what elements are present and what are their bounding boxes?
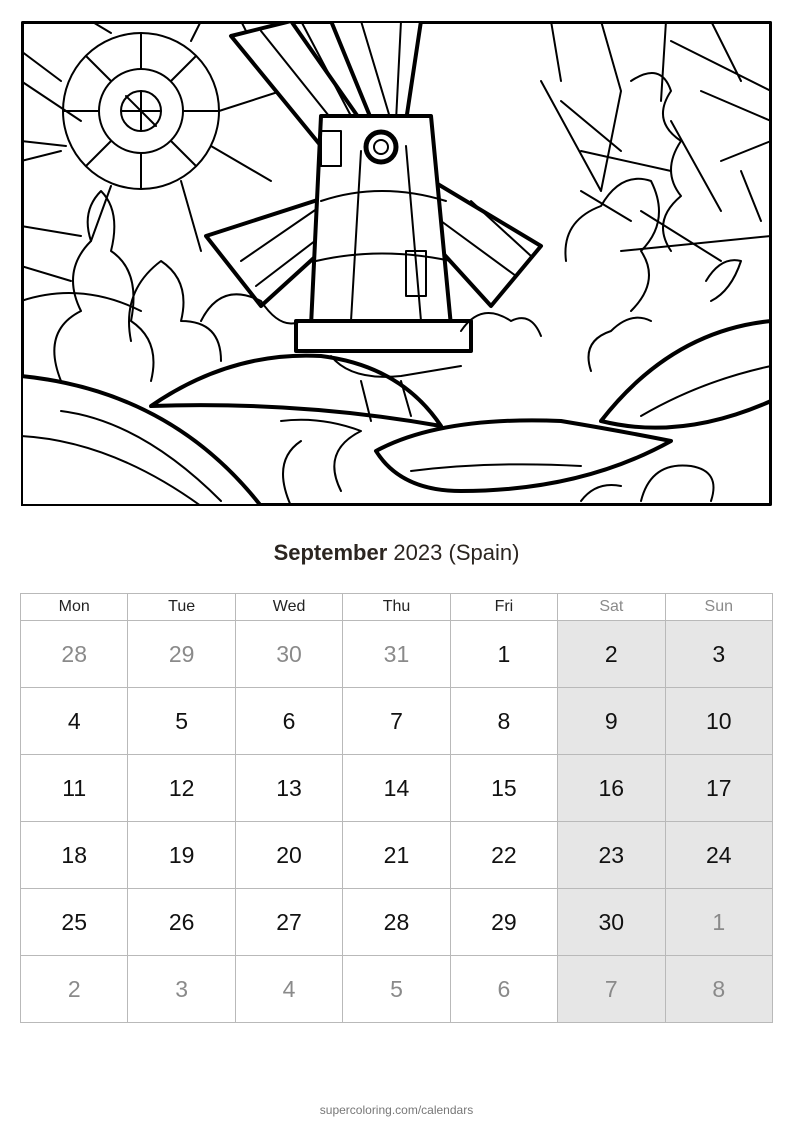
footer-source-link[interactable]: supercoloring.com/calendars — [319, 1103, 474, 1117]
day-cell: 24 — [665, 822, 772, 889]
day-cell: 8 — [450, 688, 557, 755]
day-cell: 7 — [343, 688, 450, 755]
day-cell: 21 — [343, 822, 450, 889]
day-cell: 2 — [558, 621, 665, 688]
day-cell: 3 — [128, 956, 235, 1023]
week-row — [21, 688, 773, 755]
day-cell: 7 — [558, 956, 665, 1023]
day-cell: 5 — [343, 956, 450, 1023]
weekday-header: Sat — [558, 594, 665, 621]
day-cell: 4 — [235, 956, 342, 1023]
day-cell: 6 — [450, 956, 557, 1023]
weekday-header: Tue — [128, 594, 235, 621]
calendar-year: 2023 — [393, 540, 443, 565]
day-cell: 8 — [665, 956, 772, 1023]
day-cell: 27 — [235, 889, 342, 956]
day-cell: 29 — [450, 889, 557, 956]
week-row — [21, 956, 773, 1023]
windmill-coloring-illustration — [21, 21, 772, 506]
calendar-grid — [20, 593, 773, 1023]
day-cell: 13 — [235, 755, 342, 822]
day-cell: 23 — [558, 822, 665, 889]
calendar-title — [0, 540, 793, 566]
day-cell: 4 — [21, 688, 128, 755]
day-cell: 16 — [558, 755, 665, 822]
day-cell: 14 — [343, 755, 450, 822]
day-cell: 2 — [21, 956, 128, 1023]
day-cell: 15 — [450, 755, 557, 822]
day-cell: 28 — [21, 621, 128, 688]
week-row — [21, 822, 773, 889]
day-cell: 1 — [450, 621, 557, 688]
day-cell: 25 — [21, 889, 128, 956]
week-row — [21, 755, 773, 822]
day-cell: 12 — [128, 755, 235, 822]
day-cell: 1 — [665, 889, 772, 956]
weekday-header: Sun — [665, 594, 772, 621]
day-cell: 20 — [235, 822, 342, 889]
day-cell: 10 — [665, 688, 772, 755]
calendar-month: September — [273, 540, 388, 565]
weekday-header: Fri — [450, 594, 557, 621]
day-cell: 3 — [665, 621, 772, 688]
week-row — [21, 889, 773, 956]
day-cell: 11 — [21, 755, 128, 822]
day-cell: 19 — [128, 822, 235, 889]
day-cell: 28 — [343, 889, 450, 956]
day-cell: 6 — [235, 688, 342, 755]
week-row — [21, 621, 773, 688]
day-cell: 17 — [665, 755, 772, 822]
weekday-header: Mon — [21, 594, 128, 621]
day-cell: 30 — [235, 621, 342, 688]
day-cell: 26 — [128, 889, 235, 956]
day-cell: 30 — [558, 889, 665, 956]
day-cell: 18 — [21, 822, 128, 889]
weekday-header: Wed — [235, 594, 342, 621]
day-cell: 5 — [128, 688, 235, 755]
day-cell: 29 — [128, 621, 235, 688]
day-cell: 22 — [450, 822, 557, 889]
calendar-region: (Spain) — [448, 540, 520, 565]
day-cell: 31 — [343, 621, 450, 688]
day-cell: 9 — [558, 688, 665, 755]
weekday-header-row — [21, 594, 773, 621]
weekday-header: Thu — [343, 594, 450, 621]
